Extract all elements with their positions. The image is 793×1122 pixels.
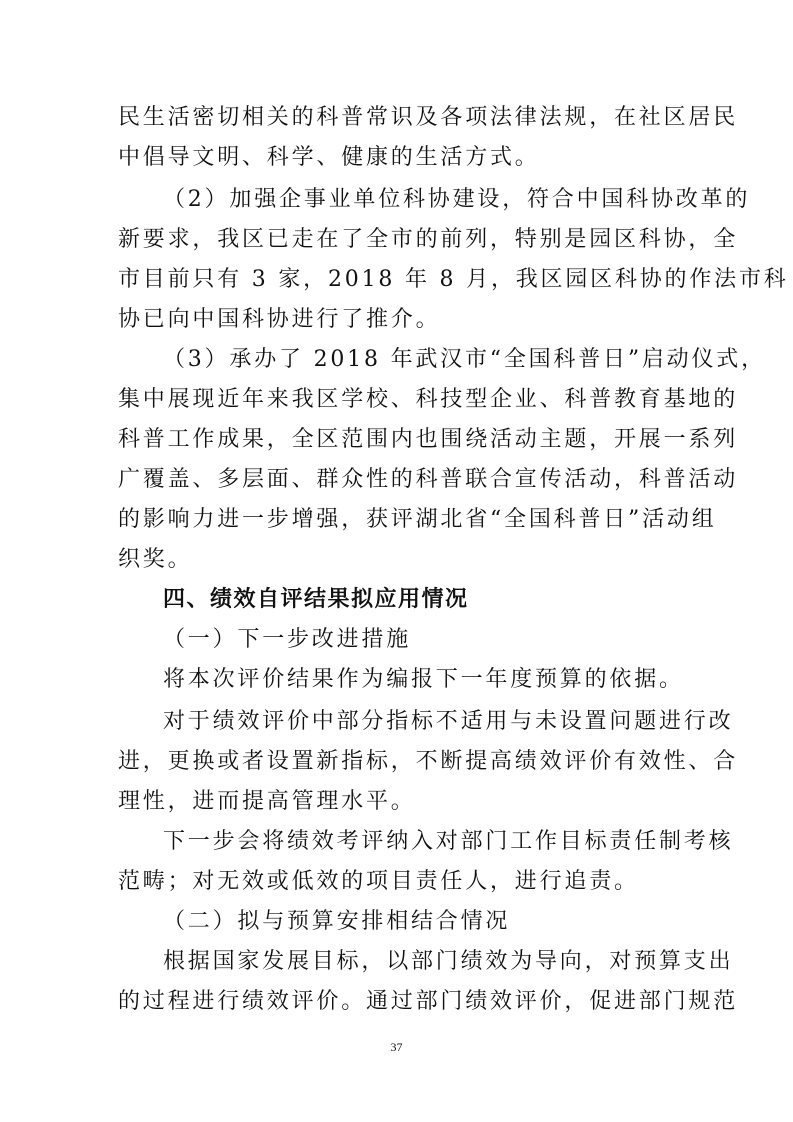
subsection-heading: （一）下一步改进措施: [163, 627, 412, 652]
text-line: 织奖。: [118, 547, 193, 572]
text-line: 新要求，我区已走在了全市的前列，特别是园区科协，全: [118, 227, 739, 252]
text-line: （3）承办了 2018 年武汉市“全国科普日”启动仪式，: [163, 347, 766, 372]
text-line: 将本次评价结果作为编报下一年度预算的依据。: [163, 667, 684, 692]
page-number: 37: [390, 1040, 403, 1054]
text-line: 科普工作成果，全区范围内也围绕活动主题，开展一系列: [118, 427, 739, 452]
text-line: 集中展现近年来我区学校、科技型企业、科普教育基地的: [118, 387, 739, 412]
text-line: 的过程进行绩效评价。通过部门绩效评价，促进部门规范: [118, 989, 739, 1014]
subsection-heading: （二）拟与预算安排相结合情况: [163, 909, 511, 934]
text-line: 对于绩效评价中部分指标不适用与未设置问题进行改: [163, 709, 734, 734]
text-line: 的影响力进一步增强，获评湖北省“全国科普日”活动组: [118, 507, 717, 532]
text-line: 根据国家发展目标，以部门绩效为导向，对预算支出: [163, 949, 734, 974]
text-line: 协已向中国科协进行了推介。: [118, 307, 441, 332]
text-line: 市目前只有 3 家，2018 年 8 月，我区园区科协的作法市科: [118, 267, 789, 292]
text-line: 民生活密切相关的科普常识及各项法律法规，在社区居民: [118, 105, 739, 130]
text-line: 下一步会将绩效考评纳入对部门工作目标责任制考核: [163, 829, 734, 854]
text-line: 进，更换或者设置新指标，不断提高绩效评价有效性、合: [118, 749, 739, 774]
text-line: 范畴；对无效或低效的项目责任人，进行追责。: [118, 869, 639, 894]
text-line: 理性，进而提高管理水平。: [118, 789, 416, 814]
section-heading: 四、绩效自评结果拟应用情况: [163, 587, 469, 612]
text-line: 中倡导文明、科学、健康的生活方式。: [118, 145, 540, 170]
text-line: （2）加强企事业单位科协建设，符合中国科协改革的: [163, 187, 751, 212]
text-line: 广覆盖、多层面、群众性的科普联合宣传活动，科普活动: [118, 467, 739, 492]
